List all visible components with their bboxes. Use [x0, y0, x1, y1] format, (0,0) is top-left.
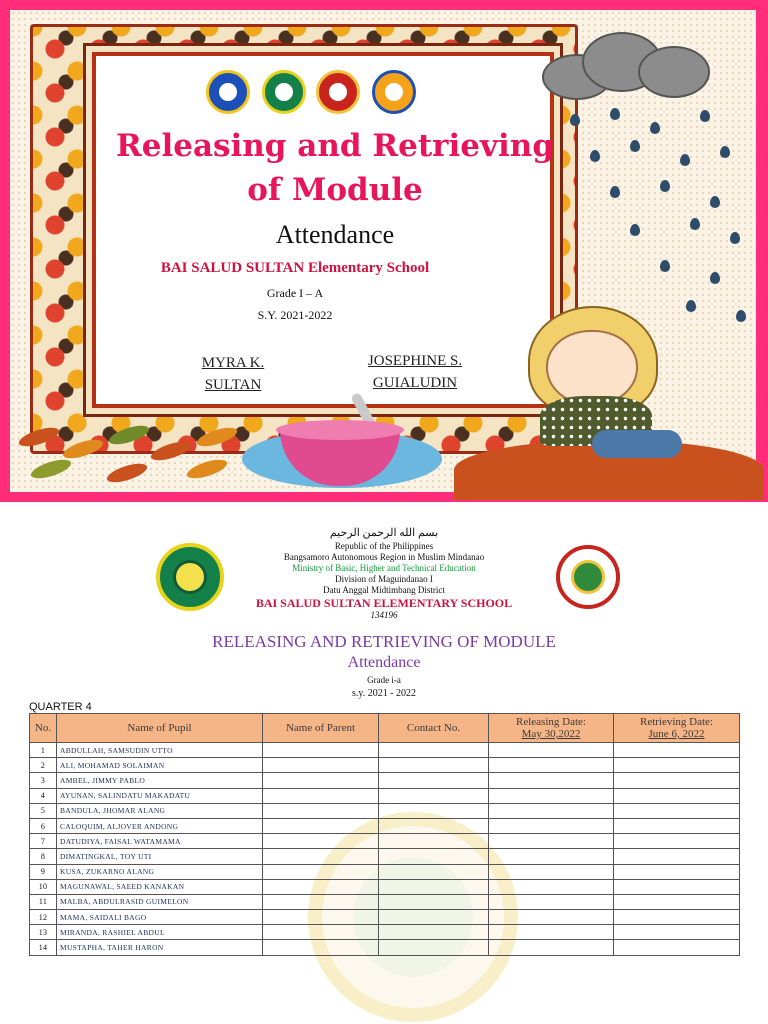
- header-no: No.: [30, 714, 57, 743]
- cell-contact-no: [379, 879, 489, 894]
- barmm-seal-icon: [262, 70, 306, 114]
- cell-pupil-name: ALI, MOHAMAD SOLAIMAN: [57, 758, 263, 773]
- leaf-icon: [105, 460, 149, 486]
- cell-no: 4: [30, 788, 57, 803]
- raindrop-icon: [570, 114, 580, 126]
- raindrop-icon: [660, 260, 670, 272]
- cell-releasing-date: [489, 940, 614, 955]
- cell-parent-name: [263, 879, 379, 894]
- cell-contact-no: [379, 758, 489, 773]
- cell-releasing-date: [489, 849, 614, 864]
- table-row: [30, 879, 740, 894]
- cell-pupil-name: DIMATINGKAL, TOY UTI: [57, 849, 263, 864]
- header-pupil: Name of Pupil: [57, 714, 263, 743]
- cell-releasing-date: [489, 743, 614, 758]
- cell-contact-no: [379, 834, 489, 849]
- cell-releasing-date: [489, 773, 614, 788]
- header-releasing-label: Releasing Date:: [516, 716, 586, 728]
- header-ministry: Ministry of Basic, Higher and Technical Education: [292, 563, 476, 573]
- raindrop-icon: [710, 196, 720, 208]
- raindrop-icon: [700, 110, 710, 122]
- cover-page: [0, 0, 768, 502]
- header-division: Division of Maguindanao I: [335, 574, 433, 584]
- sheet-subtitle: Attendance: [347, 654, 421, 671]
- cell-parent-name: [263, 788, 379, 803]
- cover-title: Releasing and Retrieving: [115, 128, 555, 164]
- cell-parent-name: [263, 894, 379, 909]
- cell-parent-name: [263, 834, 379, 849]
- cell-retrieving-date: [614, 940, 740, 955]
- raindrop-icon: [736, 310, 746, 322]
- cell-contact-no: [379, 910, 489, 925]
- cell-releasing-date: [489, 910, 614, 925]
- cell-pupil-name: MIRANDA, RASHIEL ABDUL: [57, 925, 263, 940]
- cell-pupil-name: ABDULLAH, SAMSUDIN UTTO: [57, 743, 263, 758]
- girl-legs-illustration: [592, 430, 682, 458]
- cell-pupil-name: BANDULA, JHOMAR ALANG: [57, 803, 263, 818]
- raindrop-icon: [720, 146, 730, 158]
- cell-retrieving-date: [614, 894, 740, 909]
- cell-retrieving-date: [614, 910, 740, 925]
- cover-title-clipped: of Module: [247, 172, 423, 208]
- cell-retrieving-date: [614, 743, 740, 758]
- attendance-table-body: [30, 743, 740, 956]
- table-row: [30, 803, 740, 818]
- cell-retrieving-date: [614, 879, 740, 894]
- cell-no: 8: [30, 849, 57, 864]
- bismillah-text: بسم الله الرحمن الرحيم: [329, 527, 439, 539]
- leaf-icon: [29, 456, 73, 482]
- cell-no: 5: [30, 803, 57, 818]
- cell-no: 3: [30, 773, 57, 788]
- cell-releasing-date: [489, 879, 614, 894]
- cell-no: 12: [30, 910, 57, 925]
- cell-retrieving-date: [614, 925, 740, 940]
- cell-contact-no: [379, 940, 489, 955]
- cell-no: 13: [30, 925, 57, 940]
- cell-pupil-name: MALBA, ABDULRASID GUIMELON: [57, 894, 263, 909]
- sheet-title: RELEASING AND RETRIEVING OF MODULE: [212, 632, 556, 651]
- teacher-name-1: MYRA K. SULTAN: [201, 355, 265, 393]
- cell-retrieving-date: [614, 849, 740, 864]
- cell-contact-no: [379, 803, 489, 818]
- cell-parent-name: [263, 864, 379, 879]
- cell-releasing-date: [489, 925, 614, 940]
- table-header-row: [30, 714, 740, 743]
- cell-retrieving-date: [614, 788, 740, 803]
- rain-cloud-icon: [542, 32, 722, 102]
- cell-no: 9: [30, 864, 57, 879]
- cell-no: 7: [30, 834, 57, 849]
- table-row: [30, 773, 740, 788]
- raindrop-icon: [630, 224, 640, 236]
- raindrop-icon: [710, 272, 720, 284]
- cell-parent-name: [263, 818, 379, 833]
- cell-retrieving-date: [614, 758, 740, 773]
- header-school-name: BAI SALUD SULTAN ELEMENTARY SCHOOL: [255, 596, 513, 610]
- cell-contact-no: [379, 894, 489, 909]
- cover-school-name: BAI SALUD SULTAN Elementary School: [160, 260, 430, 276]
- raindrop-icon: [630, 140, 640, 152]
- teacher-name-2: JOSEPHINE S. GUIALUDIN: [367, 353, 463, 391]
- cell-retrieving-date: [614, 864, 740, 879]
- table-row: [30, 743, 740, 758]
- table-row: [30, 864, 740, 879]
- cell-parent-name: [263, 940, 379, 955]
- cell-contact-no: [379, 925, 489, 940]
- table-row: [30, 925, 740, 940]
- cell-pupil-name: CALOQUIM, ALJOVER ANDONG: [57, 818, 263, 833]
- table-row: [30, 818, 740, 833]
- cover-school-year: S.Y. 2021-2022: [257, 308, 333, 322]
- cell-pupil-name: MAGUNAWAL, SAEED KANAKAN: [57, 879, 263, 894]
- header-releasing-date: May 30,2022: [521, 728, 581, 740]
- sheet-school-year: s.y. 2021 - 2022: [351, 688, 417, 699]
- raindrop-icon: [610, 186, 620, 198]
- cell-parent-name: [263, 910, 379, 925]
- raindrop-icon: [660, 180, 670, 192]
- raindrop-icon: [590, 150, 600, 162]
- cell-contact-no: [379, 818, 489, 833]
- cell-contact-no: [379, 849, 489, 864]
- raindrop-icon: [610, 108, 620, 120]
- cell-releasing-date: [489, 834, 614, 849]
- header-releasing: [489, 714, 614, 743]
- cell-no: 14: [30, 940, 57, 955]
- division-seal-icon: [316, 70, 360, 114]
- cell-no: 6: [30, 818, 57, 833]
- table-row: [30, 788, 740, 803]
- cell-releasing-date: [489, 864, 614, 879]
- raindrop-icon: [680, 154, 690, 166]
- cell-parent-name: [263, 743, 379, 758]
- cell-retrieving-date: [614, 773, 740, 788]
- header-republic: Republic of the Philippines: [334, 541, 434, 551]
- cell-contact-no: [379, 788, 489, 803]
- attendance-table: [29, 713, 740, 956]
- cell-parent-name: [263, 758, 379, 773]
- cell-retrieving-date: [614, 803, 740, 818]
- girl-face-illustration: [546, 330, 638, 406]
- cover-grade: Grade I – A: [266, 286, 324, 300]
- header-contact: Contact No.: [379, 714, 489, 743]
- table-row: [30, 834, 740, 849]
- header-retrieving-label: Retrieving Date:: [639, 716, 713, 728]
- deped-seal-icon: [206, 70, 250, 114]
- header-retrieving: [614, 714, 740, 743]
- header-parent: Name of Parent: [263, 714, 379, 743]
- raindrop-icon: [650, 122, 660, 134]
- quarter-label: QUARTER 4: [29, 701, 92, 713]
- cell-contact-no: [379, 864, 489, 879]
- bowl-rim-illustration: [276, 420, 404, 440]
- leaf-icon: [185, 456, 229, 482]
- raindrop-icon: [730, 232, 740, 244]
- cell-pupil-name: AMBEL, JIMMY PABLO: [57, 773, 263, 788]
- raindrop-icon: [686, 300, 696, 312]
- cover-subtitle: Attendance: [275, 220, 395, 249]
- cell-releasing-date: [489, 788, 614, 803]
- header-retrieving-date: June 6, 2022: [648, 728, 705, 740]
- header-region: Bangsamoro Autonomous Region in Muslim Mindanao: [283, 552, 485, 562]
- cell-contact-no: [379, 773, 489, 788]
- cell-releasing-date: [489, 894, 614, 909]
- table-row: [30, 940, 740, 955]
- cell-no: 2: [30, 758, 57, 773]
- cell-releasing-date: [489, 803, 614, 818]
- cell-parent-name: [263, 849, 379, 864]
- cell-pupil-name: AYUNAN, SALINDATU MAKADATU: [57, 788, 263, 803]
- cell-parent-name: [263, 925, 379, 940]
- cell-retrieving-date: [614, 834, 740, 849]
- cell-parent-name: [263, 773, 379, 788]
- cell-no: 11: [30, 894, 57, 909]
- table-row: [30, 758, 740, 773]
- raindrop-icon: [690, 218, 700, 230]
- table-row: [30, 894, 740, 909]
- table-row: [30, 849, 740, 864]
- cell-pupil-name: MAMA, SAIDALI BAGO: [57, 910, 263, 925]
- cell-retrieving-date: [614, 818, 740, 833]
- table-row: [30, 910, 740, 925]
- cell-no: 1: [30, 743, 57, 758]
- school-seal-icon: [372, 70, 416, 114]
- cell-pupil-name: MUSTAPHA, TAHER HARON: [57, 940, 263, 955]
- header-district: Datu Anggal Midtimbang District: [323, 585, 445, 595]
- cell-releasing-date: [489, 758, 614, 773]
- sheet-grade: Grade i-a: [367, 675, 401, 685]
- cell-contact-no: [379, 743, 489, 758]
- cell-pupil-name: KUSA, ZUKARNO ALANG: [57, 864, 263, 879]
- cell-parent-name: [263, 803, 379, 818]
- header-school-id: 134196: [370, 610, 398, 620]
- cell-pupil-name: DATUDIYA, FAISAL WATAMAMA: [57, 834, 263, 849]
- cell-releasing-date: [489, 818, 614, 833]
- cell-no: 10: [30, 879, 57, 894]
